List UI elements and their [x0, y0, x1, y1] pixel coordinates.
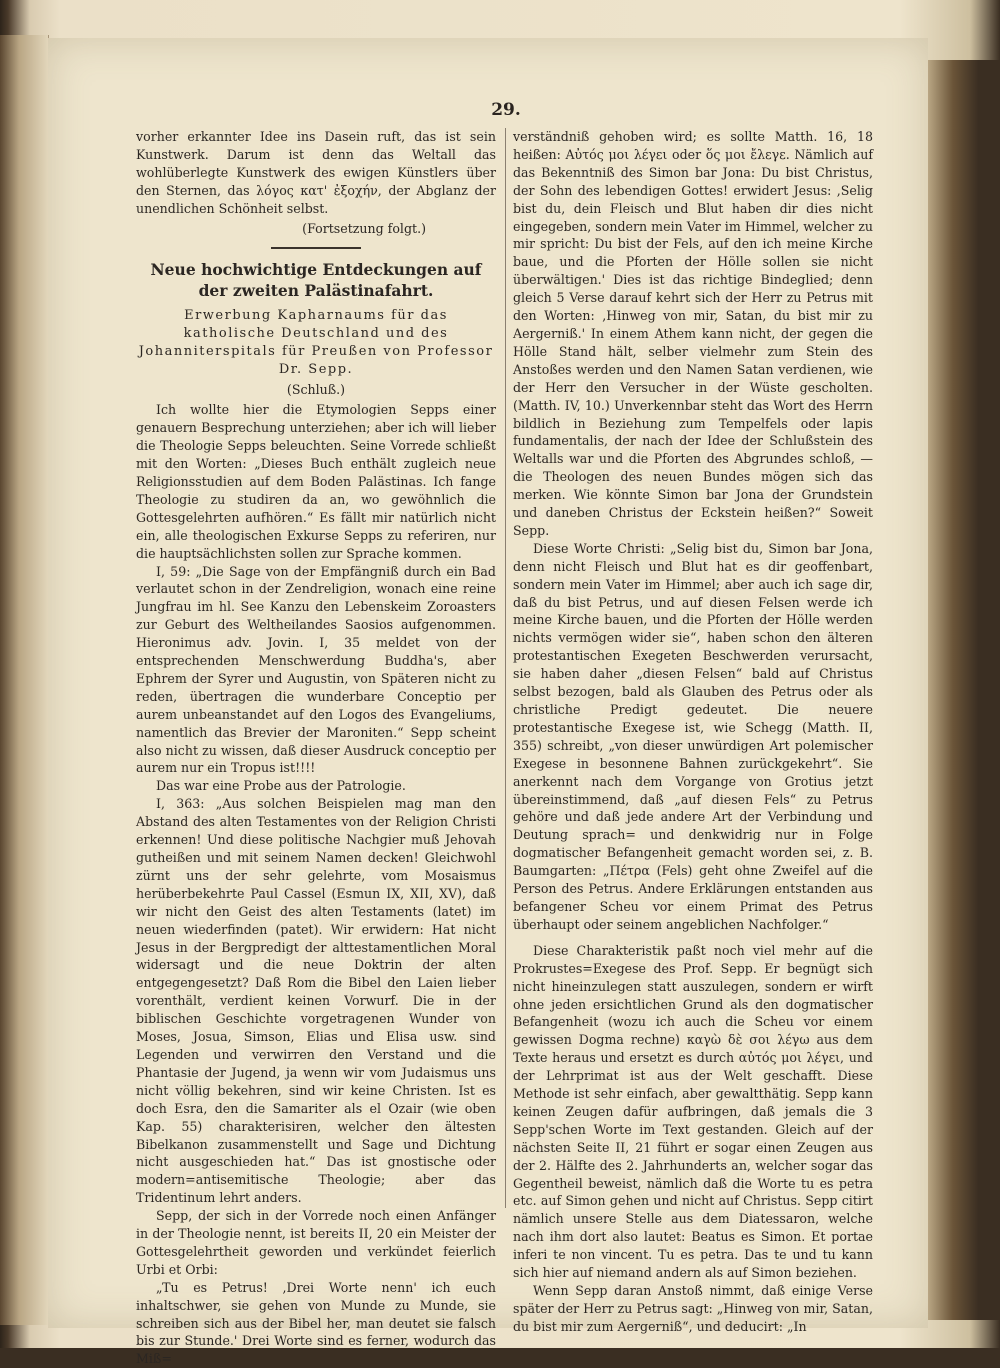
- conclusion-marker: (Schluß.): [286, 382, 346, 398]
- right-column: [513, 128, 873, 1336]
- paragraph: Diese Charakteristik paßt noch viel mehr auf die Prokrustes=Exegese des Prof. Sepp. Er begnügt sich nicht hineinzulegen statt auszulegen, sondern er wirft ohne jeden ersichtlichen Grund als den dogmatischer Befangenheit (wozu ich auch die Scheu vor einem gewissen Dogma rechne) καγὼ δὲ σοι λέγω aus dem Texte heraus und ersetzt es durch αὐτός μοι λέγει, und der Lehrprimat ist aus der Welt geschafft. Diese Methode ist sehr einfach, aber gewaltthätig. Sepp kann keinen Zeugen dafür aufbringen, daß jemals die 3 Sepp'schen Worte im Text gestanden. Gleich auf der nächsten Seite II, 21 führt er sogar einen Zeugen aus der 2. Hälfte des 2. Jahrhunderts an, welcher sogar das Gegentheil beweist, nämlich daß die Worte tu es petra etc. auf Simon gehen und nicht auf Christus. Sepp citirt nämlich unsere Stelle aus dem Diatessaron, welche nach ihm dort also lautet: Beatus es Simon. Et portae inferi te non vincent. Tu es petra. Das te und tu kann sich hier auf niemand andern als auf Simon beziehen.: [513, 942, 873, 1281]
- paragraph: verständniß gehoben wird; es sollte Matth. 16, 18 heißen: Αὐτός μοι λέγει oder ὅς μοι ἔλεγε. Nämlich auf das Bekenntniß des Simon bar Jona: Du bist Christus, der Sohn des lebendigen Gottes! erwidert Jesus: ,Selig bist du, dein Fleisch und Blut haben dir dies nicht eingegeben, sondern mein Vater im Himmel, welcher zu mir spricht: Du bist der Fels, auf den ich meine Kirche baue, und die Pforten der Hölle sollen sie nicht überwältigen.' Dies ist das richtige Bindeglied; denn gleich 5 Verse darauf kehrt sich der Herr zu Petrus mit den Worten: ,Hinweg von mir, Satan, du bist mir zu Aergerniß.' In einem Athem kann nicht, der gegen die Hölle Stand hält, selber vielmehr zum Stein des Anstoßes werden und den Namen Satan verdienen, wie der Herr den Versucher in der Wüste gescholten. (Matth. IV, 10.) Unverkennbar steht das Wort des Herrn bildlich in Beziehung zum Tempelfels oder lapis fundamentalis, der nach der Idee der Schlußstein des Weltalls war und die Pforten des Abgrundes schloß, — die Theologen des neuen Bundes mögen sich das merken. Wie könnte Simon bar Jona der Grundstein und daneben Christus der Eckstein heißen?“ Soweit Sepp.: [513, 129, 873, 538]
- column-divider: [505, 128, 506, 1208]
- paragraph: I, 363: „Aus solchen Beispielen mag man den Abstand des alten Testamentes von der Religion Christi erkennen! Und diese politische Nachgier muß Jehovah gutheißen und mit seinem Namen decken! Gleichwohl zürnt uns der sehr gelehrte, vom Mosaismus herüberbekehrte Paul Cassel (Esmun IX, XII, XV), daß wir nicht den Geist des alten Testaments (latet) im neuen wiederfinden (patet). Wir erwidern: Hat nicht Jesus in der Bergpredigt der alttestamentlichen Moral widersagt und die neue Doktrin der alten entgegengesetzt? Daß Rom die Bibel den Laien lieber vorenthält, verdient keinen Vorwurf. Die in der biblischen Geschichte vorgetragenen Wunder von Moses, Josua, Simson, Elias und Elisa usw. sind Legenden und verwirren den Verstand und die Phantasie der Jugend, ja wenn wir vom Judaismus uns nicht völlig bekehren, sind wir keine Christen. Ist es doch Esra, den die Samariter als el Ozair (wie oben Kap. 55) charakterisiren, welcher den ältesten Bibelkanon zusammenstellt und Sage und Dichtung nicht ausgeschieden hat.“ Das ist gnostische oder modern=antisemitische Theologie; aber das Tridentinum lehrt anders.: [136, 796, 496, 1206]
- paragraph: Diese Worte Christi: „Selig bist du, Simon bar Jona, denn nicht Fleisch und Blut hat es dir geoffenbart, sondern mein Vater im Himmel; aber auch ich sage dir, daß du bist Petrus, und auf diesen Felsen werde ich meine Kirche bauen, und die Pforten der Hölle werden nichts vermögen wider sie“, haben schon den älteren protestantischen Exegeten Beschwerden verursacht, sie haben daher „diesen Felsen“ bald auf Christus selbst bezogen, bald als Glauben des Petrus oder als christliche Predigt gedeutet. Die neuere protestantische Exegese ist, wie Schegg (Matth. II, 355) schreibt, „von dieser unwürdigen Art polemischer Exegese in besonnene Bahnen zurückgekehrt“. Sie anerkennt nach dem Vorgange von Grotius jetzt übereinstimmend, daß „auf diesen Fels“ zu Petrus gehöre und daß jede andere Art der Verbindung und Deutung sprach= und denkwidrig nur in Folge dogmatischer Befangenheit gemacht worden sei, z. B. Baumgarten: „Πέτρα (Fels) geht ohne Zweifel auf die Person des Petrus. Andere Erklärungen entstanden aus befangener Scheu vor einem Primat des Petrus überhaupt oder seinem angeblichen Nachfolger.“: [513, 540, 873, 932]
- paragraph: Ich wollte hier die Etymologien Sepps einer genauern Besprechung unterziehen; aber ich will lieber die Theologie Sepps beleuchten. Seine Vorrede schließt mit den Worten: „Dieses Buch enthält zugleich neue Religionsstudien auf dem Boden Palästinas. Ich fange Theologie zu studiren da an, wo gewöhnlich die Gottesgelehrten aufhören.“ Es fällt mir natürlich nicht ein, alle theologischen Exkurse Sepps zu referiren, nur die hauptsächlichsten sollen zur Sprache kommen.: [136, 402, 496, 561]
- article-subtitle: Erwerbung Kapharnaums für das katholische Deutschland und des Johanniterspitals für Preußen von Professor Dr. Sepp.: [138, 308, 494, 378]
- intro-paragraph: vorher erkannter Idee ins Dasein ruft, das ist sein Kunstwerk. Darum ist denn das Weltall das wohlüberlegte Kunstwerk des ewigen Künstlers über den Sternen, das λόγος κατ' ἐξοχήν, der Abglanz der unendlichen Schönheit selbst.: [136, 129, 496, 216]
- article-title: Neue hochwichtige Entdeckungen auf der zweiten Palästinafahrt.: [150, 260, 482, 301]
- book-spine-edge: [928, 60, 1000, 1320]
- left-column: [136, 128, 496, 1368]
- continuation-note: (Fortsetzung folgt.): [302, 220, 426, 236]
- paragraph: I, 59: „Die Sage von der Empfängniß durch ein Bad verlautet schon in der Zendreligion, wonach eine reine Jungfrau im hl. See Kanzu den Lebenskeim Zoroasters zur Geburt des Weltheilandes Saosios aufgenommen. Hieronimus adv. Jovin. I, 35 meldet von der entsprechenden Menschwerdung Buddha's, aber Ephrem der Syrer und Augustin, von Späteren nicht zu reden, übertragen die wunderbare Conceptio per aurem unbeanstandet auf den Logos des Evangeliums, namentlich das Brevier der Maroniten.“ Sepp scheint also nicht zu wissen, daß dieser Ausdruck conceptio per aurem nur ein Tropus ist!!!!: [136, 563, 496, 776]
- paragraph: Sepp, der sich in der Vorrede noch einen Anfänger in der Theologie nennt, ist bereits II, 20 ein Meister der Gottesgelehrtheit geworden und verkündet feierlich Urbi et Orbi:: [136, 1208, 496, 1277]
- paragraph: Das war eine Probe aus der Patrologie.: [156, 778, 406, 794]
- section-rule: [271, 247, 361, 249]
- page-number: 29.: [491, 100, 521, 120]
- paragraph: „Tu es Petrus! ,Drei Worte nenn' ich euch inhaltschwer, sie gehen von Munde zu Munde, sie schreiben sich aus der Bibel her, man deutet sie falsch bis zur Stunde.' Drei Worte sind es ferner, wodurch das Miß=: [136, 1279, 496, 1367]
- previous-page-edge: [0, 35, 49, 1325]
- paragraph: Wenn Sepp daran Anstoß nimmt, daß einige Verse später der Herr zu Petrus sagt: „Hinweg von mir, Satan, du bist mir zum Aergerniß“, und deducirt: „In: [513, 1283, 873, 1334]
